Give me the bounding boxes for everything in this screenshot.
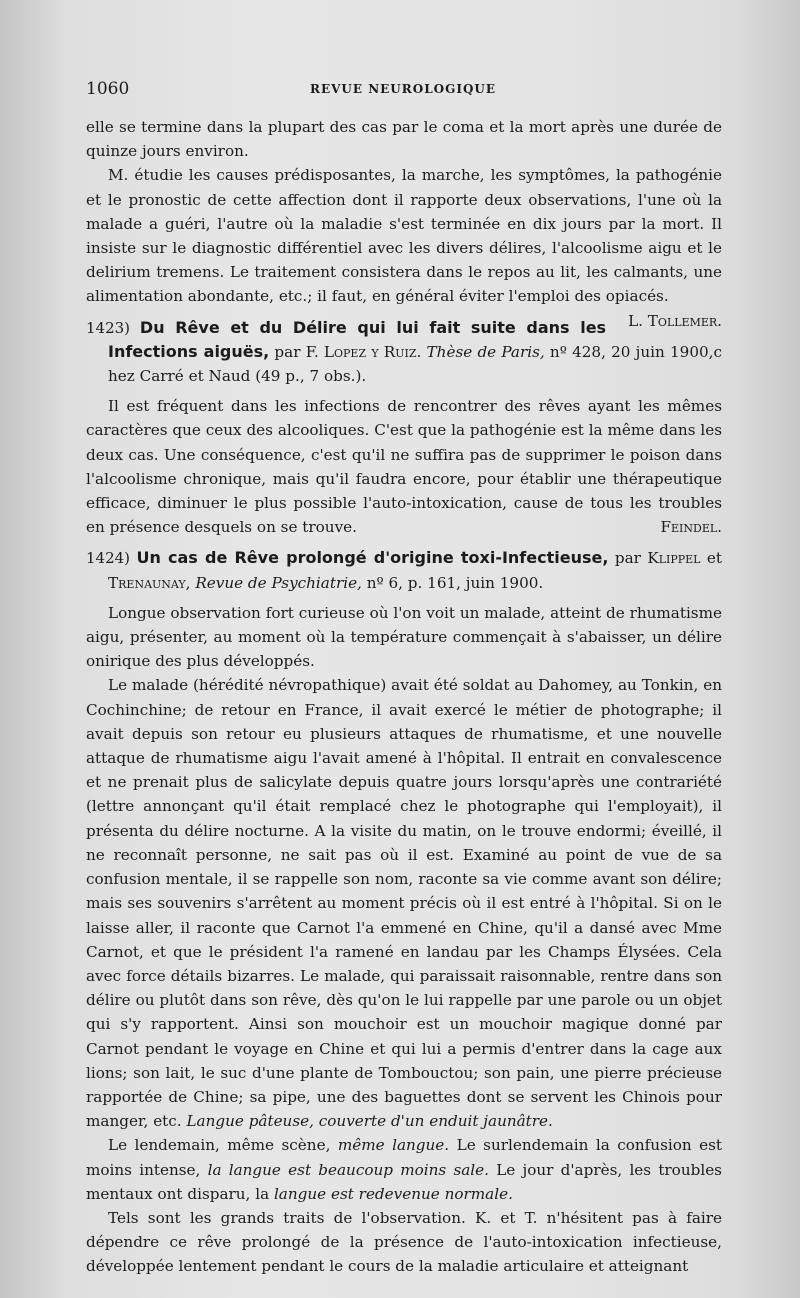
entry-1424-heading [86, 546, 722, 594]
entry-1423-number: 1423) [86, 318, 131, 337]
p3-f: langue est redevenue normale. [269, 1184, 513, 1203]
p3-d: la langue est beaucoup moins sale. [200, 1160, 489, 1179]
entry-1424-details: nº 6, p. 161, juin 1900. [361, 573, 544, 592]
page-number: 1060 [86, 79, 130, 99]
body-text [86, 115, 722, 1279]
entry-1423-details: nº 428, 20 juin 1900,c hez Carré et Naud (49 p., 7 obs.). [108, 342, 722, 386]
intro-paragraph-1: elle se termine dans la plupart des cas par le coma et la mort après une durée de quinze jours environ. [86, 118, 722, 161]
entry-1424-source: Revue de Psychiatrie, [190, 573, 362, 592]
signature-tollemer: L. Tollemer. [628, 311, 722, 330]
entry-1424-and: et [700, 549, 723, 568]
entry-1424-title: Un cas de Rêve prolongé d'origine toxi-Infectieuse, [136, 548, 609, 568]
p3-e: Le jour d'après, les troubles mentaux ont disparu, la [86, 1160, 722, 1203]
entry-1423-title: Du Rêve et du Délire qui lui fait suite dans les Infections aiguës, [108, 317, 607, 361]
p3-b: même langue. [330, 1136, 450, 1155]
entry-1424-paragraph-3 [86, 1133, 722, 1206]
signature-feindel: Feindel. [660, 518, 722, 537]
entry-1424-paragraph-1: Longue observation fort curieuse où l'on voit un malade, atteint de rhumatisme aigu, présenter, au moment où la température commençait à s'abaisser, un délire onirique des plus développés. [86, 603, 722, 671]
entry-1424-author-1: Klippel [647, 549, 701, 568]
entry-1423-source: Thèse de Paris, [421, 342, 545, 361]
entry-1424-paragraph-4: Tels sont les grands traits de l'observation. K. et T. n'hésitent pas à faire dépendre ce rêve prolongé de la présence de l'auto-intoxication infectieuse, développée lentement pendant le cours de la maladie articulaire et atteignant [86, 1208, 722, 1276]
entry-1424-paragraph-2-text: Le malade (hérédité névropathique) avait été soldat au Dahomey, au Tonkin, en Cochinchine; de retour en France, il avait exercé le métier de photographe; il avait depuis son retour eu plusieurs attaques de rhumatisme, et une nouvelle attaque de rhumatisme aigu l'avait amené à l'hôpital. Il entrait en convalescence et ne prenait plus de salicylate depuis quatre jours lorsqu'après une contrariété (lettre annonçant qu'il était remplacé chez le photographe qui l'employait), il présenta du délire nocturne. A la visite du matin, on le trouve endormi; éveillé, il ne reconnaît personne, ne sait pas où il est. Examiné au point de vue de sa confusion mentale, il se rappelle son nom, raconte sa vie comme avant son délire; mais ses souvenirs s'arrêtent au moment précis où il est entré à l'hôpital. Si on le laisse aller, il raconte que Carnot l'a emmené en Chine, qu'il a dansé avec Mme Carnot, et que le président l'a ramené en landau par les Champs Élysées. Cela avec force détails bizarres. Le malade, qui paraissait raisonnable, rentre dans son délire ou plutôt dans son rêve, dès qu'on le lui rappelle par une parole ou un objet qui s'y rapportent. Ainsi son mouchoir est un mouchoir magique donné par Carnot pendant le voyage en Chine et qui lui a permis d'entrer dans la cage aux lions; son lait, le suc d'une plante de Tombouctou; son pain, une pierre précieuse rapportée de Chine; sa pipe, une des baguettes dont se servent les Chinois pour manger, etc. [86, 676, 722, 1131]
running-title: REVUE NEUROLOGIQUE [309, 82, 497, 96]
page-header [86, 79, 720, 101]
intro-paragraph-2-text: M. étudie les causes prédisposantes, la marche, les symptômes, la pathogénie et le pronostic de cette affection dont il rapporte deux observations, l'une où la malade a guéri, l'autre où la maladie s'est terminée en dix jours par la mort. Il insiste sur le diagnostic différentiel avec les divers délires, l'alcoolisme aigu et le delirium tremens. Le traitement consistera dans le repos au lit, les calmants, une alimentation abondante, etc.; il faut, en général éviter l'emploi des opiacés. [86, 166, 722, 306]
entry-1424-paragraph-2 [86, 673, 722, 1133]
entry-1423-by: par F. [269, 342, 324, 361]
p3-a: Le lendemain, même scène, [108, 1136, 331, 1155]
entry-1423-paragraph [86, 394, 722, 539]
entry-1424-number: 1424) [86, 549, 131, 568]
entry-1424-author-2: Trenaunay, [108, 573, 191, 592]
entry-1423-author: Lopez y Ruiz. [323, 342, 422, 361]
p3-c: Le surlendemain la confusion est moins intense, [86, 1136, 723, 1179]
entry-1423-text: Il est fréquent dans les infections de rencontrer des rêves ayant les mêmes caractères que ceux des alcooliques. C'est que la pathogénie est la même dans les deux cas. Une conséquence, c'est qu'il ne suffira pas de supprimer le poison dans l'alcoolisme chronique, mais qu'il faudra encore, pour établir une thérapeutique efficace, diminuer le plus possible l'auto-intoxication, cause de tous les troubles en présence desquels on se trouve. [86, 397, 722, 537]
entry-1424-paragraph-2-italic: Langue pâteuse, couverte d'un enduit jaunâtre. [181, 1112, 553, 1131]
entry-1424-by: par [608, 549, 648, 568]
